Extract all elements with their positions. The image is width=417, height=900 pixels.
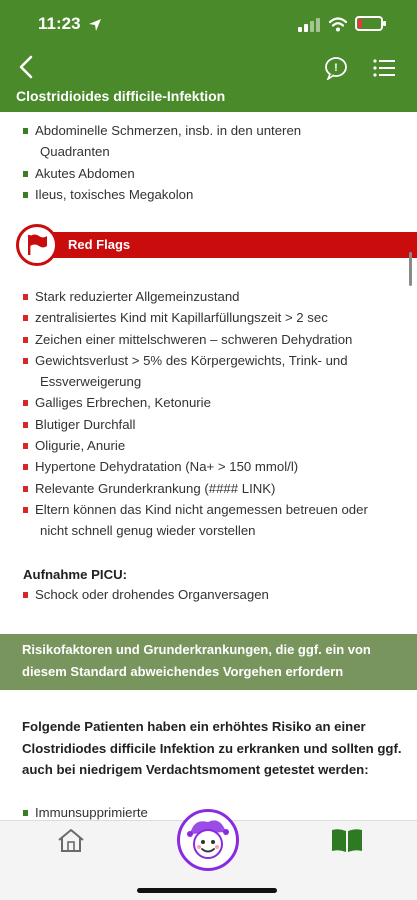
flag-icon — [19, 227, 55, 263]
mascot-tab-button[interactable] — [177, 809, 239, 871]
section-title: Clostridioides difficile-Infektion — [16, 88, 226, 104]
red-flags-circle — [16, 224, 58, 266]
list-item-text: Relevante Grunderkrankung (#### LINK) — [35, 480, 276, 496]
risk-intro-text: Folgende Patienten haben ein erhöhtes Risiko an einer Clostridiodes difficile Infektion zu erkranken und sollten ggf. auch bei niedrigem Verdachtsmoment getestet werden: — [22, 719, 402, 777]
list-item-text: Blutiger Durchfall — [35, 416, 136, 432]
list-item-text: Abdominelle Schmerzen, insb. in den unteren — [35, 123, 302, 138]
list-item-text: Hypertone Dehydratation (Na+ > 150 mmol/l) — [35, 459, 299, 475]
scroll-indicator[interactable] — [409, 252, 412, 286]
wifi-icon — [329, 16, 347, 32]
red-flags-label: Red Flags — [68, 237, 131, 252]
chat-bubble-button[interactable] — [324, 56, 348, 80]
red-flags-banner — [16, 224, 417, 266]
list-item — [0, 435, 400, 456]
content-scroll-area[interactable] — [0, 112, 417, 820]
signal-icon — [298, 18, 320, 32]
red-flags-list — [0, 286, 400, 542]
list-item-text: Gewichtsverlust > 5% des Körpergewichts, Trink- und — [35, 352, 348, 368]
status-bar — [0, 0, 417, 50]
list-item — [0, 350, 400, 393]
picu-heading: Aufnahme PICU: — [23, 567, 128, 582]
list-item — [0, 184, 400, 205]
back-button[interactable] — [14, 54, 40, 80]
home-tab-button[interactable] — [56, 827, 86, 853]
list-item — [0, 286, 400, 307]
list-item-text: Eltern können das Kind nicht angemessen betreuen oder — [35, 501, 368, 517]
list-item-text: Oligurie, Anurie — [35, 438, 126, 454]
list-item-text: Zeichen einer mittelschweren – schweren Dehydration — [35, 331, 353, 347]
list-item — [0, 584, 400, 605]
list-menu-button[interactable] — [373, 58, 395, 78]
list-item — [0, 329, 400, 350]
list-item-continuation: Quadranten — [40, 144, 110, 160]
home-indicator[interactable] — [137, 888, 277, 893]
list-item-continuation: Essverweigerung — [40, 374, 142, 390]
tab-bar — [0, 820, 417, 900]
list-item — [0, 499, 400, 542]
picu-list — [0, 584, 400, 605]
status-time: 11:23 — [38, 14, 81, 33]
list-item — [0, 478, 400, 499]
list-item-text: zentralisiertes Kind mit Kapillarfüllungszeit > 2 sec — [35, 310, 328, 326]
list-item — [0, 120, 400, 163]
list-item-continuation: nicht schnell genug wieder vorstellen — [40, 523, 256, 539]
app-header — [0, 0, 417, 112]
list-item-text: Stark reduzierter Allgemeinzustand — [35, 289, 240, 304]
list-item — [0, 392, 400, 413]
list-item-text: Galliges Erbrechen, Ketonurie — [35, 395, 211, 411]
list-item-text: Akutes Abdomen — [35, 165, 135, 181]
list-item-text: Immunsupprimierte — [35, 805, 148, 820]
list-item-text: Schock oder drohendes Organversagen — [35, 587, 269, 602]
book-tab-button[interactable] — [331, 827, 363, 853]
list-item-text: Ileus, toxisches Megakolon — [35, 186, 194, 202]
risk-factors-banner: Risikofaktoren und Grunderkrankungen, die ggf. ein von diesem Standard abweichendes Vorgehen erfordern — [0, 634, 417, 690]
list-item — [0, 163, 400, 184]
list-item — [0, 414, 400, 435]
battery-icon — [355, 16, 383, 31]
location-arrow-icon — [88, 18, 102, 32]
symptoms-list — [0, 120, 400, 205]
mascot-icon — [180, 812, 236, 868]
list-item — [0, 307, 400, 328]
svg-text:!: ! — [334, 62, 338, 74]
list-item — [0, 456, 400, 477]
